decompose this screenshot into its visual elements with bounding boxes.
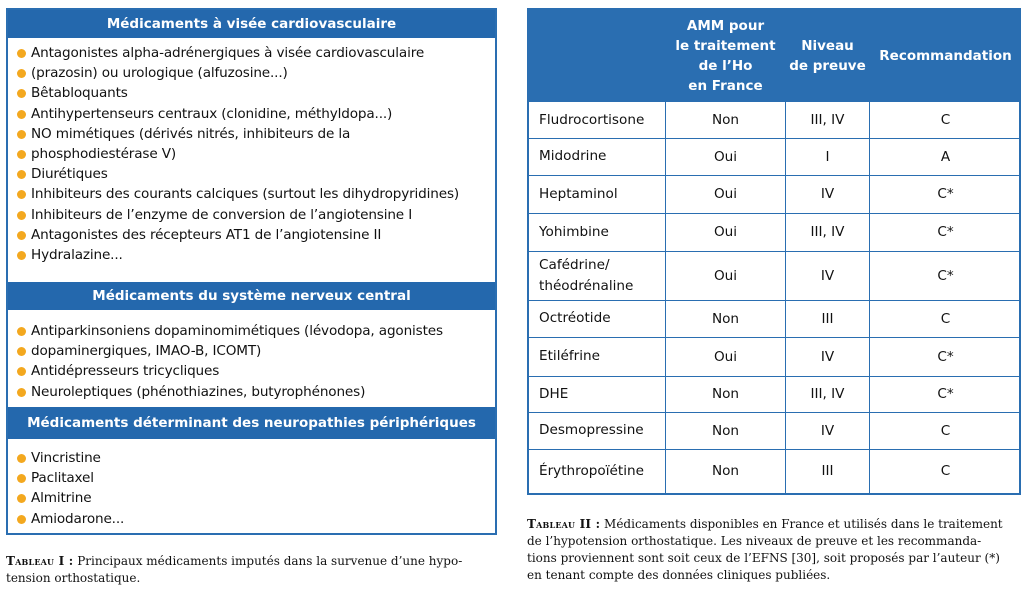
cell-recommandation: C [940, 463, 951, 479]
header-line: de l’Ho [698, 58, 753, 74]
header-amm [666, 10, 785, 102]
caption-label: Tableau I : [6, 554, 74, 568]
drug-name-line: Desmopressine [539, 422, 644, 439]
drug-name-line: Heptaminol [539, 185, 618, 202]
header-line: en France [688, 78, 763, 94]
cell-niveau: III [821, 463, 834, 479]
list-item-continuation [16, 144, 495, 164]
cell-niveau: IV [820, 186, 835, 202]
caption-text: tions proviennent sont soit ceux de l’EFNS [30], soit proposés par l’auteur (*) [527, 551, 1000, 565]
drug-name-line: théodrénaline [539, 277, 634, 294]
cell-recommandation: C* [937, 224, 954, 240]
section-header-cardiovascular [8, 10, 495, 38]
cell-amm: Oui [713, 186, 738, 202]
header-niveau [786, 10, 869, 102]
caption-text: tension orthostatique. [6, 571, 141, 585]
cell-niveau: IV [820, 267, 835, 284]
list-item-continuation [16, 63, 495, 83]
list-item: Bêtabloquants [16, 83, 495, 103]
caption-label: Tableau II : [527, 517, 601, 531]
list-item-continuation [16, 341, 495, 361]
cell-recommandation: C [940, 112, 951, 128]
cell-recommandation: C* [937, 186, 954, 202]
cell-amm: Non [711, 310, 740, 327]
cell-amm: Non [711, 386, 740, 402]
table-1 [6, 8, 497, 535]
list-item: Neuroleptiques (phénothiazines, butyrophénones) [16, 382, 495, 402]
cell-drug-name [539, 175, 664, 213]
cell-recommandation: C* [937, 348, 954, 365]
cell-niveau: III, IV [810, 224, 845, 240]
cell-amm: Non [711, 463, 740, 479]
header-recommandation [870, 10, 1021, 102]
drug-name-line: Érythropoïétine [539, 462, 644, 479]
cell-niveau: I [825, 148, 830, 165]
list-item: Antihypertenseurs centraux (clonidine, méthyldopa...) [16, 104, 495, 124]
caption-text: Médicaments disponibles en France et utilisés dans le traitement [600, 517, 1003, 531]
list-item: Inhibiteurs de l’enzyme de conversion de l’angiotensine I [16, 205, 495, 225]
section-list-neuropathy [8, 439, 495, 529]
cell-niveau: III [821, 310, 834, 327]
section-title: Médicaments du système nerveux central [92, 288, 411, 304]
drug-name-line: Etiléfrine [539, 348, 600, 365]
list-item: Almitrine [16, 488, 495, 508]
cell-niveau: III, IV [810, 112, 845, 128]
cell-recommandation: C* [937, 267, 954, 284]
cell-niveau: IV [820, 348, 835, 365]
list-item: Paclitaxel [16, 468, 495, 488]
caption-text: de l’hypotension orthostatique. Les niveaux de preuve et les recommanda- [527, 534, 982, 548]
cell-recommandation: C [940, 422, 951, 439]
header-line: de preuve [789, 58, 866, 74]
list-item: Antiparkinsoniens dopaminomimétiques (lévodopa, agonistes [16, 321, 495, 341]
cell-niveau: IV [820, 422, 835, 439]
list-item-text: dopaminergiques, IMAO-B, ICOMT) [31, 343, 262, 360]
cell-drug-name [539, 337, 664, 376]
cell-drug-name [539, 412, 664, 449]
list-item: NO mimétiques (dérivés nitrés, inhibiteurs de la [16, 124, 495, 144]
section-list-cns [8, 310, 495, 407]
cell-drug-name [539, 138, 664, 175]
cell-drug-name [539, 251, 664, 300]
cell-drug-name [539, 102, 664, 138]
list-item: Antagonistes alpha-adrénergiques à visée cardiovasculaire [16, 43, 495, 63]
cell-recommandation: C [940, 310, 951, 327]
list-item-text: phosphodiestérase V) [31, 146, 177, 163]
header-line: Niveau [801, 38, 854, 54]
header-amm-text [675, 16, 775, 96]
caption-text: Principaux médicaments imputés dans la survenue d’une hypo- [73, 554, 463, 568]
cell-amm: Non [711, 112, 740, 128]
cell-amm: Non [711, 422, 740, 439]
cell-niveau: III, IV [810, 386, 845, 402]
cell-recommandation: C* [937, 386, 954, 402]
cell-recommandation: A [940, 148, 951, 165]
section-title: Médicaments à visée cardiovasculaire [106, 16, 397, 32]
drug-name-line: DHE [539, 385, 569, 402]
header-line: le traitement [675, 38, 776, 54]
list-item: Hydralazine... [16, 245, 495, 265]
list-item: Vincristine [16, 448, 495, 468]
drug-name-line: Fludrocortisone [539, 111, 645, 128]
drug-name-line: Yohimbine [539, 223, 609, 240]
section-list-cardiovascular [8, 38, 495, 282]
header-line: Recommandation [879, 48, 1012, 64]
list-item: Antidépresseurs tricycliques [16, 361, 495, 381]
table-1-caption [6, 553, 501, 587]
drug-name-line: Octréotide [539, 310, 611, 327]
drug-name-line: Cafédrine/ [539, 257, 610, 273]
list-item: Diurétiques [16, 164, 495, 184]
cell-drug-name [539, 376, 664, 412]
section-header-neuropathy [8, 407, 495, 439]
drug-name-line: Midodrine [539, 148, 607, 165]
cell-amm: Oui [713, 224, 738, 240]
list-item: Amiodarone... [16, 509, 495, 529]
table-2 [527, 8, 1021, 495]
cell-amm: Oui [713, 148, 738, 165]
header-niveau-text [789, 36, 866, 76]
list-item: Antagonistes des récepteurs AT1 de l’angiotensine II [16, 225, 495, 245]
cell-drug-name [539, 449, 664, 493]
cell-drug-name [539, 300, 664, 337]
list-item: Inhibiteurs des courants calciques (surtout les dihydropyridines) [16, 184, 495, 204]
section-header-cns [8, 282, 495, 310]
list-item-text: (prazosin) ou urologique (alfuzosine...) [31, 65, 288, 82]
header-line: AMM pour [686, 18, 765, 34]
table-2-caption [527, 516, 1021, 584]
cell-drug-name [539, 213, 664, 251]
section-title: Médicaments déterminant des neuropathies périphériques [27, 415, 476, 431]
cell-amm: Oui [713, 267, 738, 284]
cell-amm: Oui [713, 348, 738, 365]
caption-text: en tenant compte des données cliniques publiées. [527, 568, 831, 582]
